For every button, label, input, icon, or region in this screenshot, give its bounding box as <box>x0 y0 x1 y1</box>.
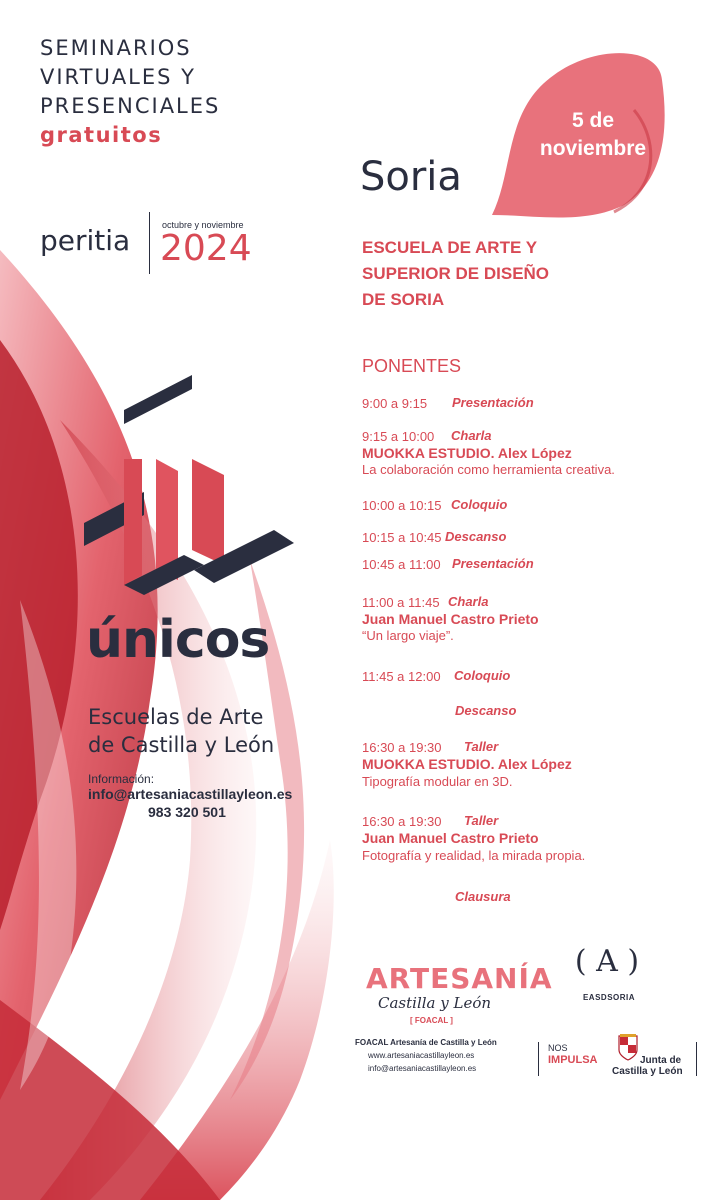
unicos-logo-icon <box>84 375 299 595</box>
schedule-time: 10:45 a 11:00 <box>362 557 441 572</box>
schedule-description: La colaboración como herramienta creativa. <box>362 462 615 477</box>
schedule-item <box>455 702 516 720</box>
header-title-line1: SEMINARIOS <box>40 36 192 60</box>
schedule-speaker: MUOKKA ESTUDIO. Alex López <box>362 756 572 772</box>
brand-dates: octubre y noviembre <box>162 220 244 230</box>
schedule-description: Fotografía y realidad, la mirada propia. <box>362 848 586 863</box>
easd-logo-icon: ( A ) <box>574 944 640 979</box>
schedule-description: Tipografía modular en 3D. <box>362 774 513 789</box>
unicos-subtitle <box>88 703 274 759</box>
venue-line2: SUPERIOR DE DISEÑO <box>362 264 550 283</box>
schedule-time: 10:00 a 10:15 <box>362 498 442 513</box>
unicos-subtitle-line2: de Castilla y León <box>88 733 275 757</box>
info-email[interactable]: info@artesaniacastillayleon.es <box>88 786 293 802</box>
schedule-label: Coloquio <box>451 497 508 512</box>
schedule-item <box>362 594 702 643</box>
schedule-speaker: Juan Manuel Castro Prieto <box>362 611 539 627</box>
schedule-item <box>362 668 511 686</box>
schedule-item <box>362 529 507 547</box>
brand-divider <box>149 212 150 274</box>
schedule-label: Presentación <box>452 556 534 571</box>
event-city: Soria <box>360 154 462 200</box>
venue-name <box>362 235 549 313</box>
schedule-item <box>455 888 511 906</box>
foacal-web[interactable]: www.artesaniacastillayleon.es <box>368 1051 475 1060</box>
schedule-label: Charla <box>448 594 489 609</box>
info-label: Información: <box>88 772 155 786</box>
unicos-title: únicos <box>86 610 270 670</box>
schedule-item <box>362 739 702 789</box>
schedule-description: “Un largo viaje”. <box>362 628 454 643</box>
easd-logo-label: EASDSORIA <box>582 993 636 1002</box>
schedule-time: 11:45 a 12:00 <box>362 669 441 684</box>
header-title-line3: PRESENCIALES <box>40 94 221 118</box>
schedule-speaker: Juan Manuel Castro Prieto <box>362 830 539 846</box>
venue-line1: ESCUELA DE ARTE Y <box>362 238 538 257</box>
schedule-time: 11:00 a 11:45 <box>362 595 440 610</box>
schedule-label: Clausura <box>455 889 511 904</box>
nos-label: NOS <box>548 1043 568 1053</box>
unicos-subtitle-line1: Escuelas de Arte <box>88 705 264 729</box>
schedule-time: 9:00 a 9:15 <box>362 396 428 411</box>
schedule-label: Presentación <box>452 395 534 410</box>
schedule-time: 16:30 a 19:30 <box>362 740 442 755</box>
footer-divider <box>696 1042 697 1076</box>
junta-line1: Junta de <box>640 1055 682 1066</box>
event-date: 5 de noviembre <box>539 109 647 160</box>
schedule-item <box>362 395 534 413</box>
info-phone[interactable]: 983 320 501 <box>148 804 226 820</box>
impulsa-label: IMPULSA <box>548 1054 598 1066</box>
junta-shield-icon <box>617 1034 639 1062</box>
venue-line3: DE SORIA <box>362 290 445 309</box>
schedule-time: 10:15 a 10:45 <box>362 530 442 545</box>
schedule-item <box>362 428 702 477</box>
brand-name: peritia <box>40 224 131 257</box>
schedule-label: Taller <box>464 739 499 754</box>
program-heading: PONENTES <box>362 356 462 376</box>
schedule-label: Taller <box>464 813 499 828</box>
brand-year: 2024 <box>160 228 252 269</box>
schedule-label: Descanso <box>455 703 517 718</box>
artesania-logo-script: Castilla y León <box>378 994 492 1012</box>
schedule-item <box>362 556 534 574</box>
junta-line2: Castilla y León <box>612 1066 683 1077</box>
foacal-name: FOACAL Artesanía de Castilla y León <box>355 1038 497 1047</box>
schedule-label: Coloquio <box>454 668 511 683</box>
schedule-label: Charla <box>451 428 492 443</box>
footer-divider <box>538 1042 539 1076</box>
schedule-speaker: MUOKKA ESTUDIO. Alex López <box>362 445 572 461</box>
schedule-time: 16:30 a 19:30 <box>362 814 442 829</box>
header-title-line2: VIRTUALES Y <box>40 65 196 89</box>
artesania-logo-title: ARTESANÍA <box>366 962 553 995</box>
schedule-item <box>362 497 508 515</box>
foacal-tag: [ FOACAL ] <box>410 1016 453 1025</box>
foacal-mail[interactable]: info@artesaniacastillayleon.es <box>368 1064 477 1073</box>
header-title-line4: gratuitos <box>40 123 163 147</box>
schedule-item <box>362 813 702 863</box>
schedule-label: Descanso <box>445 529 507 544</box>
schedule-time: 9:15 a 10:00 <box>362 429 435 444</box>
